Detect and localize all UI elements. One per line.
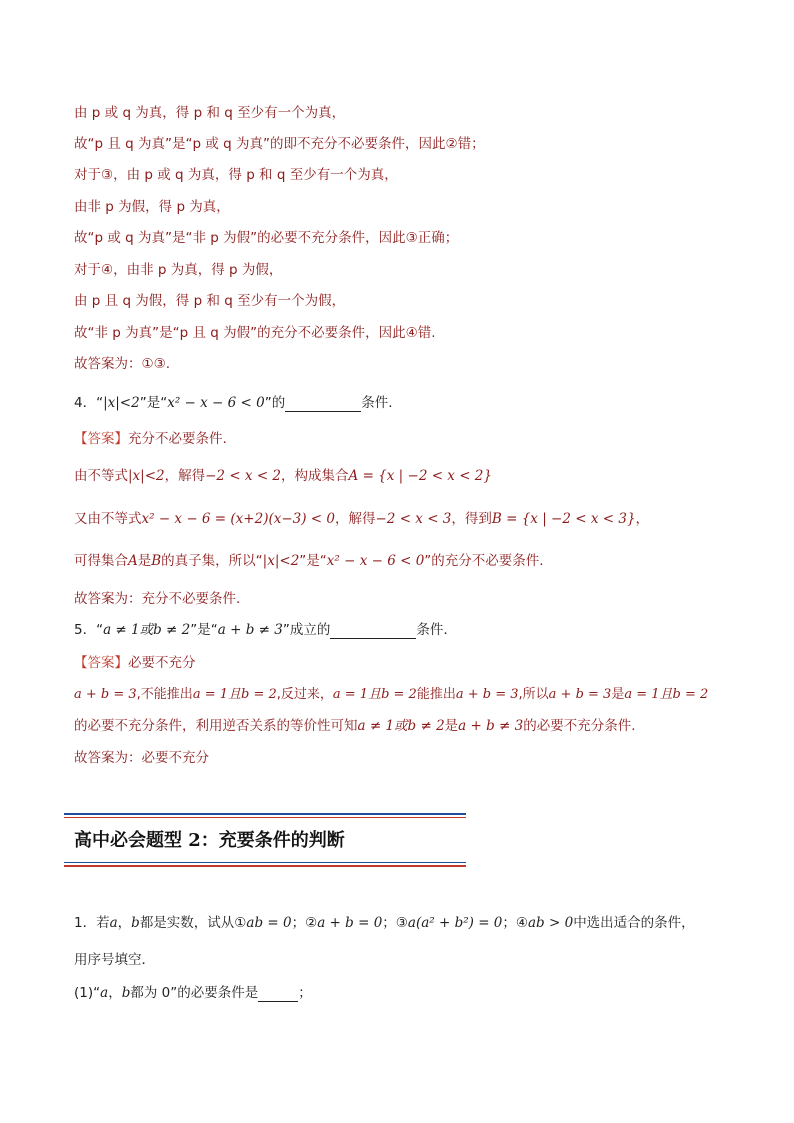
question-4: 4．“|x|<2”是“x² − x − 6 < 0”的 条件. [74,395,393,411]
answer-blank[interactable] [258,987,298,1002]
answer-text: 充分不必要条件. [128,431,227,447]
final-answer: 故答案为：必要不充分 [74,750,209,766]
solution-line: 故“p 或 q 为真”是“非 p 为假”的必要不充分条件，因此③正确； [74,230,459,246]
solution-line: 对于③，由 p 或 q 为真，得 p 和 q 至少有一个为真， [74,167,398,183]
solution-line: 由 p 或 q 为真，得 p 和 q 至少有一个为真， [74,105,346,121]
heading-rule-bottom-blue [64,862,466,863]
answer-text: 必要不充分 [128,655,196,671]
question-5: 5．“a ≠ 1或b ≠ 2”是“a + b ≠ 3”成立的 条件. [74,622,448,638]
heading-rule-top-red [64,817,466,818]
heading-rule-bottom [64,865,466,867]
answer-line [74,430,227,448]
problem-1-line2: 用序号填空． [74,952,155,968]
solution-line: 可得集合A是B的真子集，所以“|x|<2”是“x² − x − 6 < 0”的充分不必要条件. [74,553,544,569]
solution-line: 由不等式|x|<2，解得−2 < x < 2，构成集合A = {x | −2 < x < 2} [74,468,492,484]
solution-line: 的必要不充分条件，利用逆否关系的等价性可知a ≠ 1或b ≠ 2是a + b ≠ 3的必要不充分条件. [74,718,636,734]
problem-1: 1．若a，b都是实数，试从①ab = 0；②a + b = 0；③a(a² + b²) = 0；④ab > 0中选出适合的条件， [74,915,695,931]
section-heading: 高中必会题型 2：充要条件的判断 [74,830,345,851]
answer-tag: 【答案】 [74,655,128,671]
final-answer: 故答案为：充分不必要条件. [74,591,241,607]
answer-tag: 【答案】 [74,431,128,447]
answer-line [74,654,196,672]
heading-rule-top [64,813,466,815]
solution-line: 故“p 且 q 为真”是“p 或 q 为真”的即不充分不必要条件，因此②错； [74,136,485,152]
solution-line: 对于④，由非 p 为真，得 p 为假， [74,262,283,278]
answer-blank[interactable] [330,624,416,639]
solution-line: 故答案为：①③. [74,356,170,372]
answer-blank[interactable] [285,397,361,412]
solution-line: 又由不等式x² − x − 6 = (x+2)(x−3) < 0，解得−2 < x < 3，得到B = {x | −2 < x < 3}， [74,511,650,527]
solution-line: 故“非 p 为真”是“p 且 q 为假”的充分不必要条件，因此④错. [74,325,436,341]
problem-1-sub-1: (1)“a，b都为 0”的必要条件是 ； [74,985,312,1001]
solution-line: a + b = 3,不能推出a = 1且b = 2,反过来，a = 1且b = 2能推出a + b = 3,所以a + b = 3是a = 1且b = 2 [74,687,709,702]
solution-line: 由 p 且 q 为假，得 p 和 q 至少有一个为假， [74,293,346,309]
solution-line: 由非 p 为假，得 p 为真， [74,199,230,215]
